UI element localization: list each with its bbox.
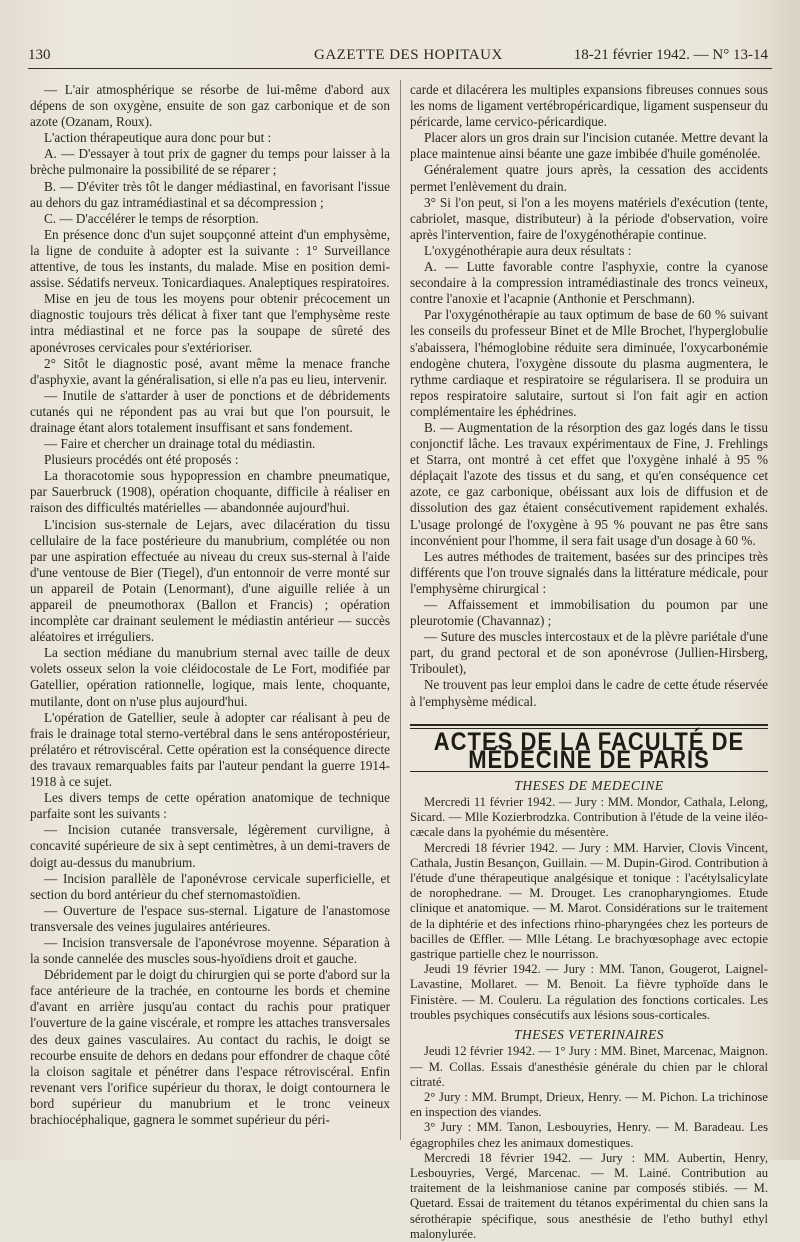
journal-title: GAZETTE DES HOPITAUX (314, 47, 503, 63)
banner-rule-top (410, 724, 768, 726)
left-column (30, 82, 390, 1128)
paragraph: — Faire et chercher un drainage total du médiastin. (44, 436, 316, 452)
paragraph: L'oxygénothérapie aura deux résultats : (424, 242, 632, 258)
issue-date: 18-21 février 1942. — N° 13-14 (573, 47, 768, 63)
faculty-acts-banner: ACTES DE LA FACULTÉ DE MÉDECINE DE PARIS (433, 726, 745, 774)
paragraph: Ne trouvent pas leur emploi dans le cadre de cette étude réservée à l'emphysème médical. (410, 677, 768, 709)
paragraph: — Affaissement et immobilisation du poumon par une pleurotomie (Chavannaz) ; (410, 597, 768, 629)
paragraph: Placer alors un gros drain sur l'incision cutanée. Mettre devant la place maintenue ainsi béante une gaze imbibée d'huile goménolée. (410, 130, 768, 162)
paragraph: 2° Sitôt le diagnostic posé, avant même la menace franche d'asphyxie, avant la généralisation, si elle n'a pas eu lieu, intervenir. (30, 355, 390, 387)
page-number: 130 (28, 47, 51, 63)
paragraph: Débridement par le doigt du chirurgien qui se porte d'abord sur la face antérieure de la trachée, en contourne les bords et chemine d'avant en arrière jusqu'au contact du rachis pour pratiquer l'ouverture de la gaine viscérale, et rompre les attaches transversales des deux gaines vasculaires. Au contact du rachis, le doigt se recourbe ensuite de dehors en dedans pour effondrer de chaque côté la cloison sagitale et pénétrer dans l'espace rétroviscéral. Enfin revenant vers l'orifice supérieur du thorax, le doigt contournera le bord supérieur du manubrium et le tronc veineux brachiocéphalique, gagnera le sommet supérieur du péri- (30, 967, 390, 1127)
paragraph: Les divers temps de cette opération anatomique de technique parfaite sont les suivants : (30, 790, 390, 822)
paragraph: — Ouverture de l'espace sus-sternal. Ligature de l'anastomose transversale des veines jugulaires antérieures. (30, 902, 390, 934)
paragraph: Mise en jeu de tous les moyens pour obtenir précocement un diagnostic toujours très délicat à fixer tant que l'emphysème reste intra médiastinal et ne force pas la soupape de sûreté des aponévroses cervicales pour s'extérioriser. (30, 291, 390, 355)
paragraph: carde et dilacérera les multiples expansions fibreuses connues sous les noms de ligament vertébropéricardique, ligament suspenseur du péricarde, lame cervico-péricardique. (410, 82, 768, 130)
paragraph: — Incision cutanée transversale, légèrement curviligne, à concavité supérieure de six à sept centimètres, à un demi-travers de doigt au-dessus du manubrium. (30, 822, 390, 870)
paragraph-italic-lead: L'incision sus-sternale de Lejars, avec dilacération du tissu cellulaire de la face postérieure du manubrium, complétée ou non par une aspiration effectuée au niveau du creux sus-sternal à l'aide d'une ventouse de Bier (Tiegel), d'un entonnoir de verre monté sur un appareil de Potain (Lenormant), d'une aiguille reliée à un appareil de pneumothorax (Ballon et Francis) ; opération incomplète car drainant seulement le médiastin antérieur — succès aléatoires et irréguliers. (30, 516, 390, 645)
header-rule (28, 68, 772, 69)
thesis-entry: 2° Jury : MM. Brumpt, Drieux, Henry. — M. Pichon. La trichinose en inspection des viandes. (410, 1089, 768, 1120)
paragraph: — Incision transversale de l'aponévrose moyenne. Séparation à la sonde cannelée des muscles sous-hyoïdiens droit et gauche. (30, 934, 390, 967)
paragraph: Les autres méthodes de traitement, basées sur des principes très différents que l'on trouve signalés dans la littérature médicale, pour l'emphysème chirurgical : (410, 548, 768, 596)
paragraph-italic-lead: La thoracotomie sous hypopression en chambre pneumatique, par Sauerbruck (1908), opération choquante, difficile à réaliser en raison des difficultés matérielles — abandonnée aujourd'hui. (30, 468, 390, 516)
paragraph: B. — D'éviter très tôt le danger médiastinal, en favorisant l'issue au dehors du gaz intramédiastinal et sa décompression ; (30, 178, 390, 210)
paragraph: A. — D'essayer à tout prix de gagner du temps pour laisser à la brèche pulmonaire la possibilité de se réparer ; (30, 146, 390, 178)
thesis-entry: Jeudi 19 février 1942. — Jury : MM. Tanon, Gougerot, Laignel-Lavastine, Mollaret. — M. Benoit. La fièvre typhoïde dans le Finistère. — M. Couleru. La régulation des fonctions corticales. Les troubles psychiques consécutifs aux lésions sous-corticales. (410, 962, 768, 1022)
paragraph: L'action thérapeutique aura donc pour but : (44, 130, 272, 146)
thesis-entry: 3° Jury : MM. Tanon, Lesbouyries, Henry. — M. Baradeau. Les égagrophiles chez les animaux domestiques. (410, 1120, 768, 1150)
paragraph: C. — D'accélérer le temps de résorption. (44, 210, 259, 226)
theses-medecine-heading: THESES DE MEDECINE (514, 777, 664, 793)
paragraph: — Incision parallèle de l'aponévrose cervicale superficielle, et section du bord antérieur du chef sternomastoïdien. (30, 870, 390, 902)
paragraph: Plusieurs procédés ont été proposés : (44, 452, 239, 468)
page-header (28, 44, 768, 66)
faculty-acts-section (410, 778, 768, 1242)
paragraph: — Inutile de s'attarder à user de ponctions et de débridements cutanés qui ne répondent pas au vrai but que l'on poursuit, le drainage étant alors totalement insuffisant et sans fondement. (30, 387, 390, 435)
paragraph-italic-lead: La section médiane du manubrium sternal avec taille de deux volets osseux selon la voie cléidocostale de Le Fort, modifiée par Gatellier, opération rationnelle, logique, mais lente, choquante, mutilante, dont on n'use plus aujourd'hui. (30, 645, 390, 709)
paragraph: — Suture des muscles intercostaux et de la plèvre pariétale d'une part, du grand pectoral et de son aponévrose (Jullien-Hirsberg, Triboulet), (410, 629, 768, 677)
paragraph: B. — Augmentation de la résorption des gaz logés dans le tissu conjonctif lâche. Les travaux expérimentaux de Fine, J. Frehlings et Starra, ont montré à cet effet que l'oxygène inhalé à 95 % déplaçait l'azote des tissus et du sang, et qu'en conséquence cet azote, ce gaz carbonique, obéissant aux lois de diffusion et de dissolution des gaz étaient consécutivement rapidement exhalés. L'usage prolongé de l'oxygène à 95 % pouvant ne pas être sans inconvénient pour l'homme, il sera fait usage d'un dosage à 60 %. (410, 419, 768, 548)
column-divider (400, 80, 401, 1140)
paragraph: — L'air atmosphérique se résorbe de lui-même d'abord aux dépens de son oxygène, ensuite de son gaz carbonique et de son azote (Ozanam, Roux). (30, 82, 390, 130)
thesis-entry: Mercredi 18 février 1942. — Jury : MM. Aubertin, Henry, Lesbouyries, Vergé, Marcenac. — M. Lainé. Contribution au traitement de la leishmaniose canine par composés stibiés. — M. Quetard. Essai de traitement du tétanos expérimental du chien sans la sérothérapie spécifique, sous anesthésie de l'etho buthyl ethyl malonylurée. (410, 1150, 768, 1241)
thesis-entry: Mercredi 18 février 1942. — Jury : MM. Harvier, Clovis Vincent, Cathala, Justin Besançon, Guillain. — M. Dupin-Girod. Contribution à l'étude d'une thérapeutique analgésique et tonique : l'acétylsalicylate de norophedrane. — M. Drouget. Les cranopharyngiomes. Etude clinique et anatomique. — M. Marot. Considérations sur le traitement de la diphtérie et des infections rhino-pharyngées chez les porteurs de bacilles de Œffler. — Mlle Létang. Le brachyœsophage avec ectopie gastrique partielle chez le nourrisson. (410, 840, 768, 962)
paragraph: 3° Si l'on peut, si l'on a les moyens matériels d'exécution (tente, cabriolet, masque, distributeur) à la période d'observation, voire après l'intervention, faire de l'oxygénothérapie continue. (410, 194, 768, 242)
theses-veterinaires-heading: THESES VETERINAIRES (513, 1027, 665, 1043)
paragraph: Généralement quatre jours après, la cessation des accidents permet l'enlèvement du drain. (410, 162, 768, 194)
paragraph: En présence donc d'un sujet soupçonné atteint d'un emphysème, la ligne de conduite à adopter est la suivante : 1° Surveillance attentive, de tous les instants, du malade. Mise en position demi-assise. Sédatifs nerveux. Tonicardiaques. Analeptiques respiratoires. (30, 226, 390, 291)
right-column (410, 82, 768, 1242)
thesis-entry: Mercredi 11 février 1942. — Jury : MM. Mondor, Cathala, Lelong, Sicard. — Mlle Kozierbrodzka. Contribution à l'étude de la veine iléo-cæcale dans la pyohémie du mésentère. (410, 795, 768, 840)
paragraph: A. — Lutte favorable contre l'asphyxie, contre la cyanose secondaire à la compression intramédiastinale des troncs veineux, contre l'anoxie et l'acapnie (Anthonie et Perschmann). (410, 259, 768, 307)
thesis-entry: Jeudi 12 février 1942. — 1° Jury : MM. Binet, Marcenac, Maignon. — M. Collas. Essais d'anesthésie générale du chien par le chloral citraté. (410, 1044, 768, 1089)
paragraph-italic-lead: L'opération de Gatellier, seule à adopter car réalisant à peu de frais le drainage total sterno-vertébral dans le sens antéropostérieur, prélatéro et rétroviscéral. Cette opération est la conséquence directe des travaux remarquables faits par l'auteur pendant la guerre 1914-1918 à ce sujet. (30, 709, 390, 790)
paragraph: Par l'oxygénothérapie au taux optimum de base de 60 % suivant les conseils du professeur Binet et de Mlle Brochet, l'hyperglobulie s'abaissera, l'hémoglobine réduite sera diminuée, l'oxycarbonémie endogène chutera, l'oxygène dissoute du plasma augmentera, le rythme cardiaque et respiratoire se régularisera. Il se produira un repos respiratoire salutaire, surtout si l'on fait agir en action complémentaire les éphédrines. (410, 307, 768, 419)
